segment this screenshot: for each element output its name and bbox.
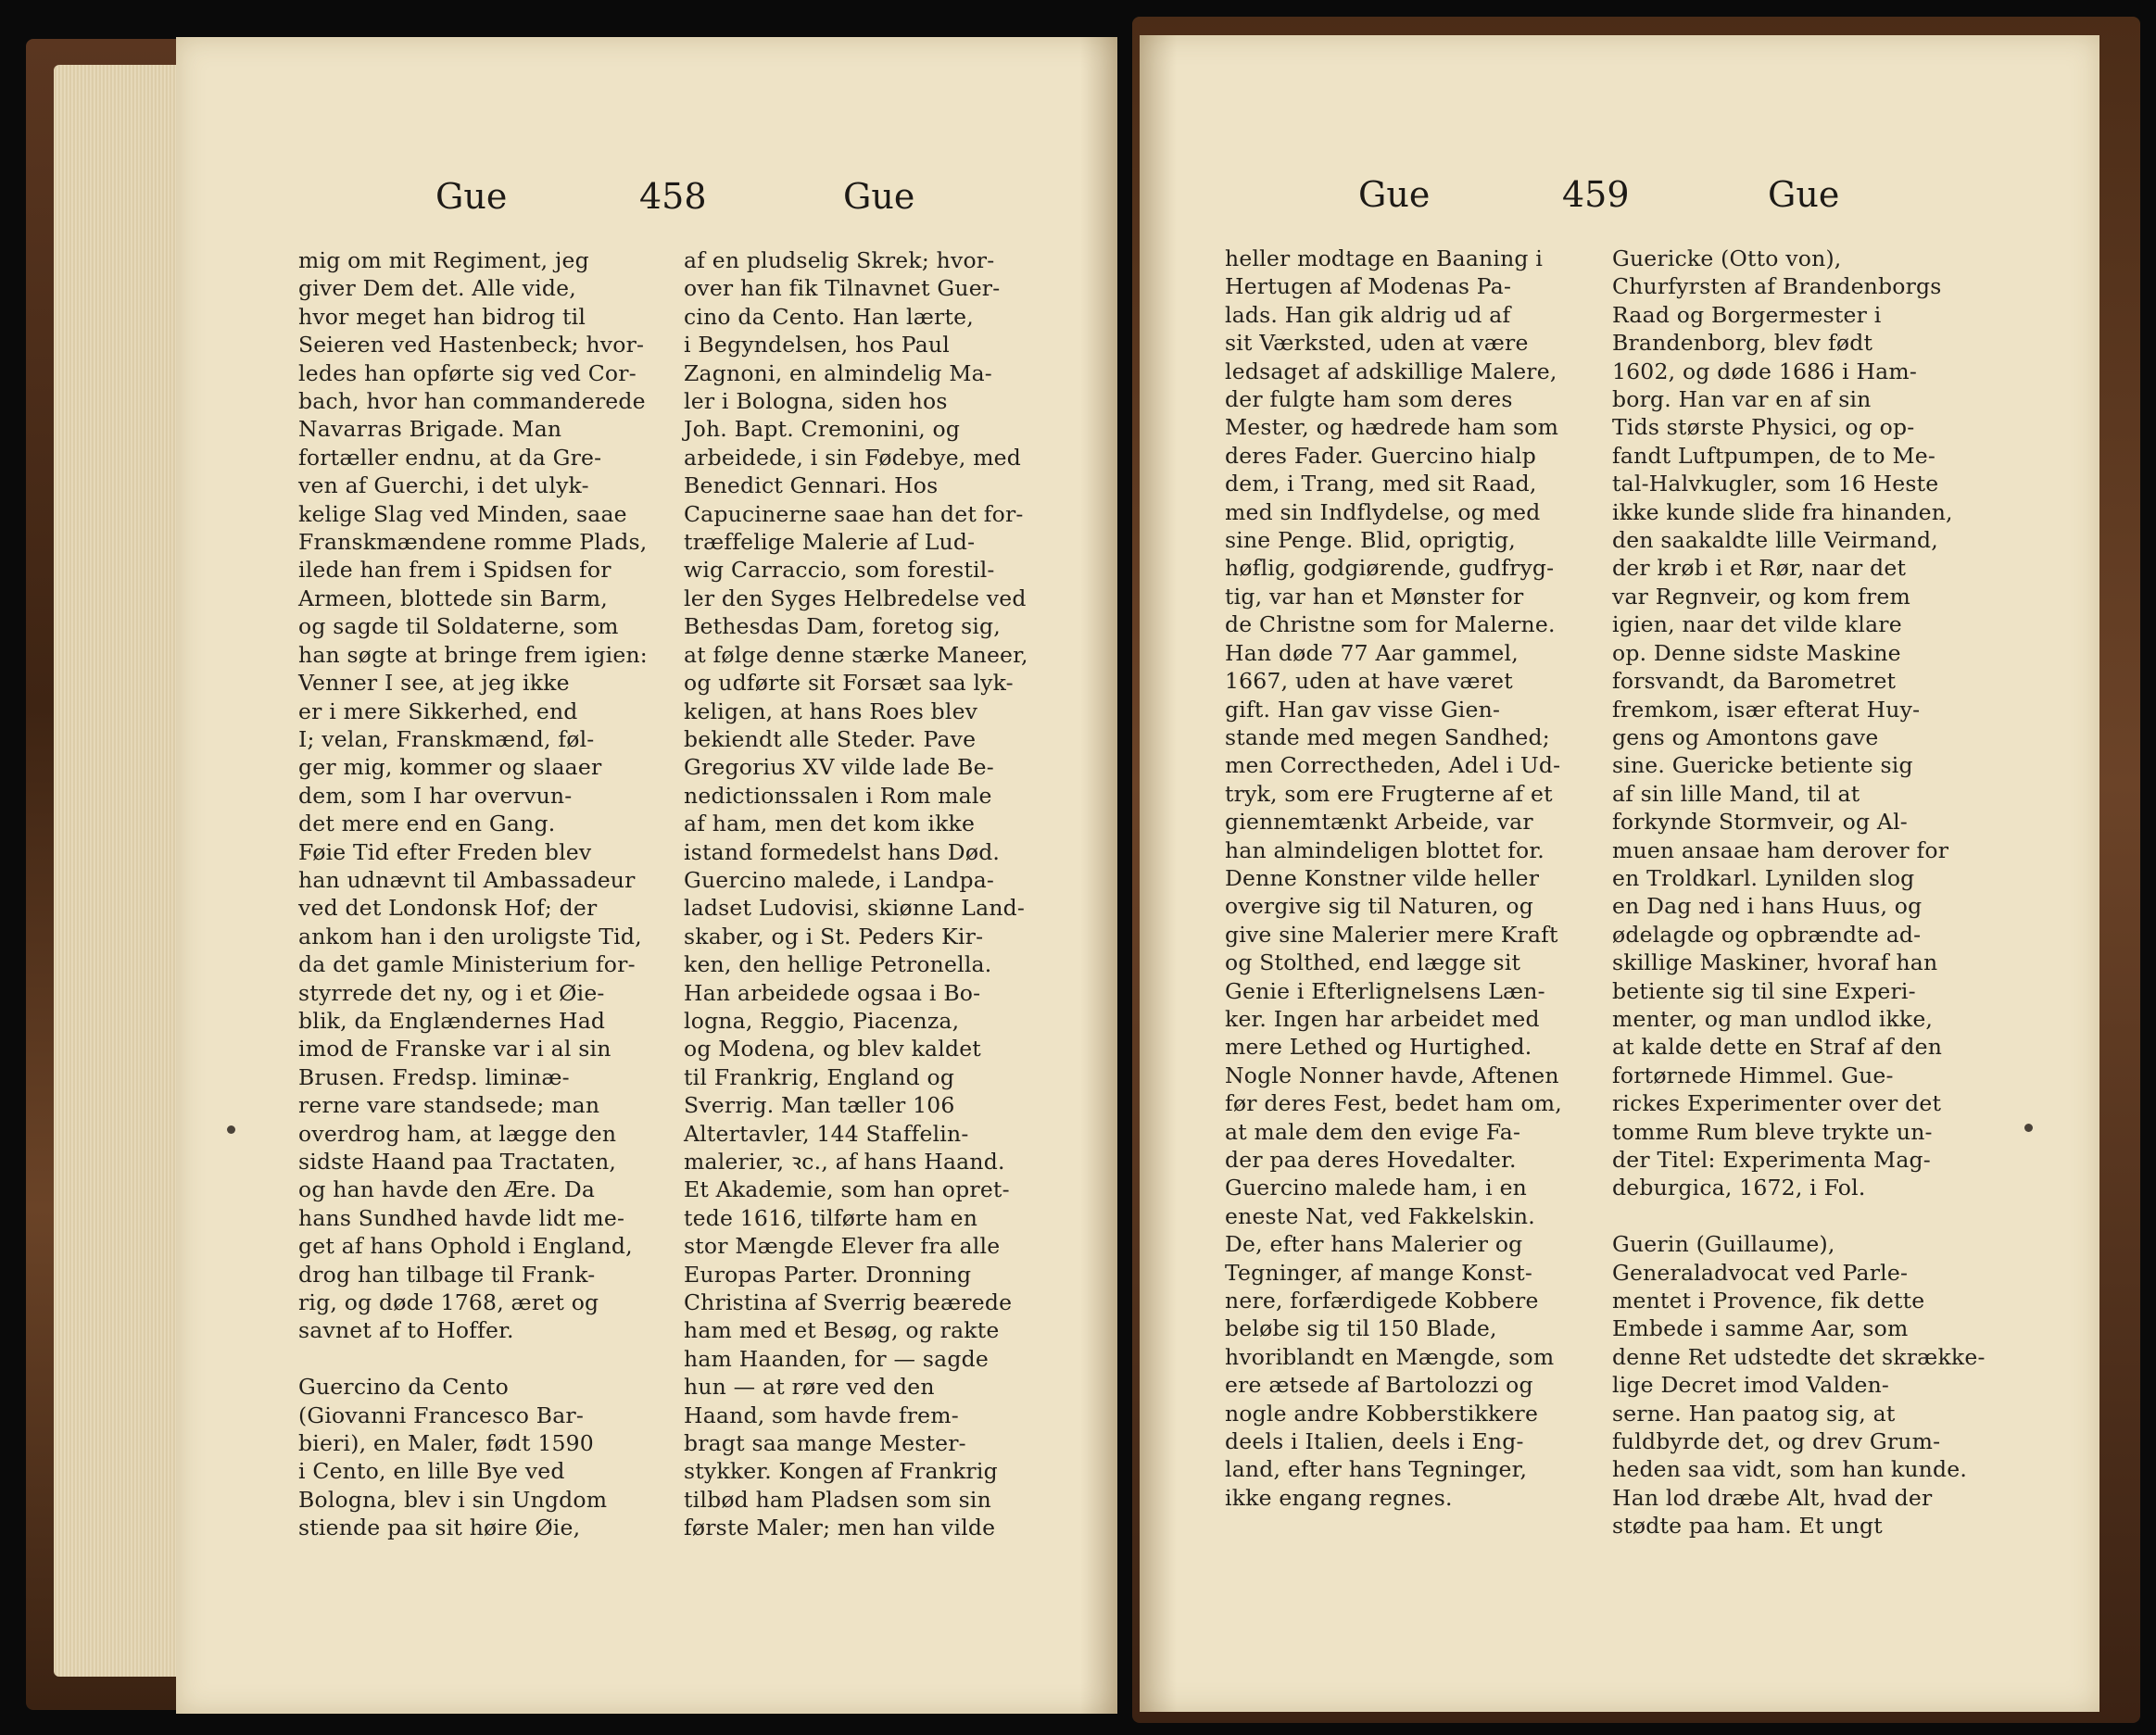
text-column-1 — [298, 246, 648, 1542]
right-page — [1140, 35, 2099, 1712]
text-line: bach, hvor han commanderede — [298, 388, 646, 415]
text-line: Bologna, blev i sin Ungdom — [298, 1486, 608, 1513]
text-line: skillige Maskiner, hvoraf han — [1612, 949, 1938, 976]
text-line: blik, da Englændernes Had — [298, 1007, 606, 1034]
text-line: ikke engang regnes. — [1225, 1484, 1453, 1511]
text-line: Haand, som havde frem- — [684, 1402, 959, 1428]
text-line: menter, og man undlod ikke, — [1612, 1005, 1934, 1032]
text-line: stykker. Kongen af Frankrig — [684, 1458, 998, 1485]
text-line: De, efter hans Malerier og — [1225, 1231, 1523, 1258]
text-line: den saakaldte lille Veirmand, — [1612, 527, 1938, 554]
text-line: af sin lille Mand, til at — [1612, 780, 1860, 807]
text-line: der paa deres Hovedalter. — [1225, 1147, 1517, 1173]
text-line: overdrog ham, at lægge den — [298, 1120, 617, 1147]
text-line: ler den Syges Helbredelse ved — [684, 585, 1027, 611]
text-line: en Dag ned i hans Huus, og — [1612, 893, 1923, 920]
text-line: rerne vare standsede; man — [298, 1092, 600, 1119]
text-line: nere, forfærdigede Kobbere — [1225, 1288, 1539, 1314]
text-line: ladset Ludovisi, skiønne Land- — [684, 895, 1026, 922]
text-line: over han fik Tilnavnet Guer- — [684, 275, 1001, 302]
text-line: tomme Rum bleve trykte un- — [1612, 1118, 1933, 1145]
text-line: cino da Cento. Han lærte, — [684, 303, 974, 330]
text-line: han søgte at bringe frem igien: — [298, 641, 648, 668]
text-line: at male dem den evige Fa- — [1225, 1118, 1521, 1145]
text-line: muen ansaae ham derover for — [1612, 836, 1949, 863]
text-line: ledes han opførte sig ved Cor- — [298, 359, 637, 386]
text-line: giennemtænkt Arbeide, var — [1225, 809, 1533, 836]
text-line: beløbe sig til 150 Blade, — [1225, 1315, 1497, 1342]
text-line: skaber, og i St. Peders Kir- — [684, 923, 984, 949]
text-line: høflig, godgiørende, gudfryg- — [1225, 555, 1555, 582]
text-line: sine. Guericke betiente sig — [1612, 752, 1913, 779]
text-line: logna, Reggio, Piacenza, — [684, 1007, 960, 1034]
text-line: ere ætsede af Bartolozzi og — [1225, 1372, 1533, 1399]
text-line: ker. Ingen har arbeidet med — [1225, 1005, 1540, 1032]
text-line: 1602, og døde 1686 i Ham- — [1612, 358, 1918, 384]
text-line: borg. Han var en af sin — [1612, 386, 1872, 413]
text-line: eneste Nat, ved Fakkelskin. — [1225, 1202, 1535, 1229]
text-line: Gregorius XV vilde lade Be- — [684, 754, 994, 781]
text-line: ved det Londonsk Hof; der — [298, 895, 598, 922]
text-line: Altertavler, 144 Staffelin- — [684, 1120, 969, 1147]
text-line: en Troldkarl. Lynilden slog — [1612, 864, 1915, 891]
text-line: mig om mit Regiment, jeg — [298, 247, 589, 273]
text-line: bekiendt alle Steder. Pave — [684, 725, 977, 752]
gutter-shadow — [1080, 37, 1117, 1714]
text-line: og Stolthed, end lægge sit — [1225, 949, 1521, 976]
text-line: deres Fader. Guercino hialp — [1225, 442, 1536, 469]
left-page — [176, 37, 1117, 1714]
text-line: fremkom, især efterat Huy- — [1612, 696, 1921, 723]
text-line: nedictionssalen i Rom male — [684, 782, 992, 809]
text-line: Mester, og hædrede ham som — [1225, 414, 1559, 441]
page-number: 458 — [639, 176, 707, 217]
text-line: tede 1616, tilførte ham en — [684, 1204, 978, 1231]
text-line: bieri), en Maler, født 1590 — [298, 1430, 594, 1457]
text-line: Raad og Borgermester i — [1612, 301, 1882, 328]
text-line: hvor meget han bidrog til — [298, 303, 586, 330]
text-line: forsvandt, da Barometret — [1612, 668, 1897, 695]
text-line: første Maler; men han vilde — [684, 1515, 996, 1541]
text-line: Christina af Sverrig beærede — [684, 1289, 1013, 1316]
text-line: igien, naar det vilde klare — [1612, 611, 1902, 638]
text-line: hun — at røre ved den — [684, 1374, 935, 1401]
text-line: arbeidede, i sin Fødebye, med — [684, 444, 1022, 471]
text-line: stødte paa ham. Et ungt — [1612, 1513, 1883, 1540]
running-head-left: Gue — [435, 176, 508, 217]
text-line: nogle andre Kobberstikkere — [1225, 1400, 1539, 1427]
text-line: træffelige Malerie af Lud- — [684, 529, 976, 556]
text-line: Bethesdas Dam, foretog sig, — [684, 613, 1001, 640]
text-line: og udførte sit Forsæt saa lyk- — [684, 670, 1014, 697]
text-line: (Giovanni Francesco Bar- — [298, 1402, 584, 1428]
text-line: keligen, at hans Roes blev — [684, 698, 978, 724]
text-line: drog han tilbage til Frank- — [298, 1261, 596, 1288]
text-line: af ham, men det kom ikke — [684, 811, 976, 837]
text-line: gens og Amontons gave — [1612, 723, 1879, 750]
text-line: hans Sundhed havde lidt me- — [298, 1204, 625, 1231]
gutter-shadow — [1140, 35, 1177, 1712]
text-line: denne Ret udstedte det skrække- — [1612, 1343, 1986, 1370]
text-line: der Titel: Experimenta Mag- — [1612, 1147, 1931, 1173]
text-line: rig, og døde 1768, æret og — [298, 1289, 599, 1316]
text-line: ilede han frem i Spidsen for — [298, 557, 611, 584]
text-line: overgive sig til Naturen, og — [1225, 893, 1533, 920]
text-line: tig, var han et Mønster for — [1225, 583, 1524, 610]
text-column-2 — [1612, 245, 1986, 1540]
text-line: Et Akademie, som han opret- — [684, 1176, 1010, 1203]
text-line — [298, 1345, 648, 1373]
text-line: Føie Tid efter Freden blev — [298, 838, 592, 865]
text-line: stiende paa sit høire Øie, — [298, 1515, 581, 1541]
text-line: bragt saa mange Mester- — [684, 1430, 966, 1457]
text-line: at følge denne stærke Maneer, — [684, 641, 1028, 668]
text-line: land, efter hans Tegninger, — [1225, 1456, 1528, 1483]
text-line: serne. Han paatog sig, at — [1612, 1400, 1896, 1427]
text-line: ødelagde og opbrændte ad- — [1612, 921, 1922, 948]
text-line: i Cento, en lille Bye ved — [298, 1458, 565, 1485]
text-line: og Modena, og blev kaldet — [684, 1036, 981, 1062]
text-line: rickes Experimenter over det — [1612, 1090, 1942, 1117]
text-line: Brandenborg, blev født — [1612, 330, 1873, 357]
text-line: betiente sig til sine Experi- — [1612, 977, 1916, 1004]
text-line: i Begyndelsen, hos Paul — [684, 332, 950, 358]
text-line: men Correctheden, Adel i Ud- — [1225, 752, 1561, 779]
text-line: ven af Guerchi, i det ulyk- — [298, 472, 589, 499]
text-line: ham med et Besøg, og rakte — [684, 1317, 1000, 1344]
text-line: ikke kunde slide fra hinanden, — [1612, 498, 1953, 525]
text-line: og han havde den Ære. Da — [298, 1176, 596, 1203]
text-line: Embede i samme Aar, som — [1612, 1315, 1909, 1342]
text-line: istand formedelst hans Død. — [684, 838, 1001, 865]
text-line: give sine Malerier mere Kraft — [1225, 921, 1558, 948]
text-line: ledsaget af adskillige Malere, — [1225, 358, 1557, 384]
text-line: det mere end en Gang. — [298, 811, 556, 837]
text-line: ler i Bologna, siden hos — [684, 388, 948, 415]
text-line: at kalde dette en Straf af den — [1612, 1034, 1943, 1061]
text-line: før deres Fest, bedet ham om, — [1225, 1090, 1562, 1117]
text-line: Hertugen af Modenas Pa- — [1225, 273, 1512, 300]
text-line: ger mig, kommer og slaaer — [298, 754, 602, 781]
text-line: til Frankrig, England og — [684, 1063, 955, 1090]
text-line: fuldbyrde det, og drev Grum- — [1612, 1428, 1941, 1455]
text-line: Han døde 77 Aar gammel, — [1225, 639, 1519, 666]
text-line: var Regnveir, og kom frem — [1612, 583, 1910, 610]
text-line: Navarras Brigade. Man — [298, 416, 562, 443]
text-line: Tegninger, af mange Konst- — [1225, 1259, 1533, 1286]
text-line: Han arbeidede ogsaa i Bo- — [684, 979, 981, 1006]
running-head-right: Gue — [1768, 174, 1840, 215]
text-line: Capucinerne saae han det for- — [684, 500, 1024, 527]
text-line: Guercino da Cento — [298, 1374, 510, 1401]
text-line: deburgica, 1672, i Fol. — [1612, 1175, 1866, 1201]
text-line: sine Penge. Blid, oprigtig, — [1225, 527, 1516, 554]
text-line: savnet af to Hoffer. — [298, 1317, 514, 1344]
text-line: tryk, som ere Frugterne af et — [1225, 780, 1553, 807]
text-line: han almindeligen blottet for. — [1225, 836, 1545, 863]
text-line: hvoriblandt en Mængde, som — [1225, 1343, 1555, 1370]
text-line — [1612, 1202, 1986, 1230]
text-line: get af hans Ophold i England, — [298, 1233, 633, 1260]
text-line: lige Decret imod Valden- — [1612, 1372, 1890, 1399]
text-line: lads. Han gik aldrig ud af — [1225, 301, 1511, 328]
text-line: Genie i Efterlignelsens Læn- — [1225, 977, 1545, 1004]
text-line: ken, den hellige Petronella. — [684, 951, 992, 978]
text-line: Seieren ved Hastenbeck; hvor- — [298, 332, 645, 358]
text-line: der fulgte ham som deres — [1225, 386, 1513, 413]
page-dot-mark — [2024, 1124, 2033, 1132]
text-line: af en pludselig Skrek; hvor- — [684, 247, 995, 273]
text-line: Franskmændene romme Plads, — [298, 529, 648, 556]
text-line: de Christne som for Malerne. — [1225, 611, 1556, 638]
text-line: dem, i Trang, med sit Raad, — [1225, 471, 1537, 497]
text-line: Guericke (Otto von), — [1612, 245, 1842, 271]
text-line: Nogle Nonner havde, Aftenen — [1225, 1062, 1559, 1088]
text-line: Guercino malede ham, i en — [1225, 1175, 1528, 1201]
text-line: Venner I see, at jeg ikke — [298, 670, 570, 697]
text-line: stande med megen Sandhed; — [1225, 723, 1550, 750]
text-line: malerier, ꝛc., af hans Haand. — [684, 1149, 1005, 1175]
text-line: giver Dem det. Alle vide, — [298, 275, 576, 302]
text-line: da det gamle Ministerium for- — [298, 951, 636, 978]
text-line: I; velan, Franskmænd, føl- — [298, 725, 595, 752]
text-line: Joh. Bapt. Cremonini, og — [684, 416, 961, 443]
text-line: 1667, uden at have været — [1225, 668, 1513, 695]
text-line: Generaladvocat ved Parle- — [1612, 1259, 1909, 1286]
text-line: Han lod dræbe Alt, hvad der — [1612, 1484, 1933, 1511]
running-head-right: Gue — [843, 176, 915, 217]
text-line: fortørnede Himmel. Gue- — [1612, 1062, 1894, 1088]
text-line: kelige Slag ved Minden, saae — [298, 500, 627, 527]
text-line: Denne Konstner vilde heller — [1225, 864, 1540, 891]
text-line: styrrede det ny, og i et Øie- — [298, 979, 605, 1006]
text-line: Guerin (Guillaume), — [1612, 1231, 1835, 1258]
text-line: ankom han i den uroligste Tid, — [298, 923, 642, 949]
text-line: tilbød ham Pladsen som sin — [684, 1486, 991, 1513]
text-line: Armeen, blottede sin Barm, — [298, 585, 608, 611]
text-column-2 — [684, 246, 1028, 1542]
text-line: Churfyrsten af Brandenborgs — [1612, 273, 1942, 300]
text-line: heden saa vidt, som han kunde. — [1612, 1456, 1968, 1483]
text-line: Europas Parter. Dronning — [684, 1261, 972, 1288]
text-line: fandt Luftpumpen, de to Me- — [1612, 442, 1935, 469]
text-line: med sin Indflydelse, og med — [1225, 498, 1541, 525]
text-line: Zagnoni, en almindelig Ma- — [684, 359, 992, 386]
text-line: sit Værksted, uden at være — [1225, 330, 1529, 357]
page-block-edge — [54, 65, 183, 1677]
page-number: 459 — [1562, 174, 1630, 215]
text-line: Tids største Physici, og op- — [1612, 414, 1915, 441]
text-line: imod de Franske var i al sin — [298, 1036, 611, 1062]
text-line: mere Lethed og Hurtighed. — [1225, 1034, 1532, 1061]
text-column-1 — [1225, 245, 1562, 1512]
text-line: fortæller endnu, at da Gre- — [298, 444, 602, 471]
text-line: wig Carraccio, som forestil- — [684, 557, 995, 584]
text-line: op. Denne sidste Maskine — [1612, 639, 1901, 666]
text-line: ham Haanden, for — sagde — [684, 1345, 989, 1372]
page-dot-mark — [227, 1125, 235, 1134]
text-line: Benedict Gennari. Hos — [684, 472, 939, 499]
text-line: gift. Han gav visse Gien- — [1225, 696, 1501, 723]
text-line: tal-Halvkugler, som 16 Heste — [1612, 471, 1939, 497]
text-line: heller modtage en Baaning i — [1225, 245, 1544, 271]
text-line: han udnævnt til Ambassadeur — [298, 866, 636, 893]
text-line: dem, som I har overvun- — [298, 782, 573, 809]
running-head-left: Gue — [1358, 174, 1431, 215]
text-line: er i mere Sikkerhed, end — [298, 698, 578, 724]
text-line: deels i Italien, deels i Eng- — [1225, 1428, 1524, 1455]
text-line: Sverrig. Man tæller 106 — [684, 1092, 955, 1119]
text-line: der krøb i et Rør, naar det — [1612, 555, 1907, 582]
text-line: stor Mængde Elever fra alle — [684, 1233, 1001, 1260]
text-line: mentet i Provence, fik dette — [1612, 1288, 1925, 1314]
text-line: og sagde til Soldaterne, som — [298, 613, 619, 640]
text-line: sidste Haand paa Tractaten, — [298, 1149, 617, 1175]
text-line: forkynde Stormveir, og Al- — [1612, 809, 1908, 836]
text-line: Brusen. Fredsp. liminæ- — [298, 1063, 570, 1090]
text-line: Guercino malede, i Landpa- — [684, 866, 995, 893]
